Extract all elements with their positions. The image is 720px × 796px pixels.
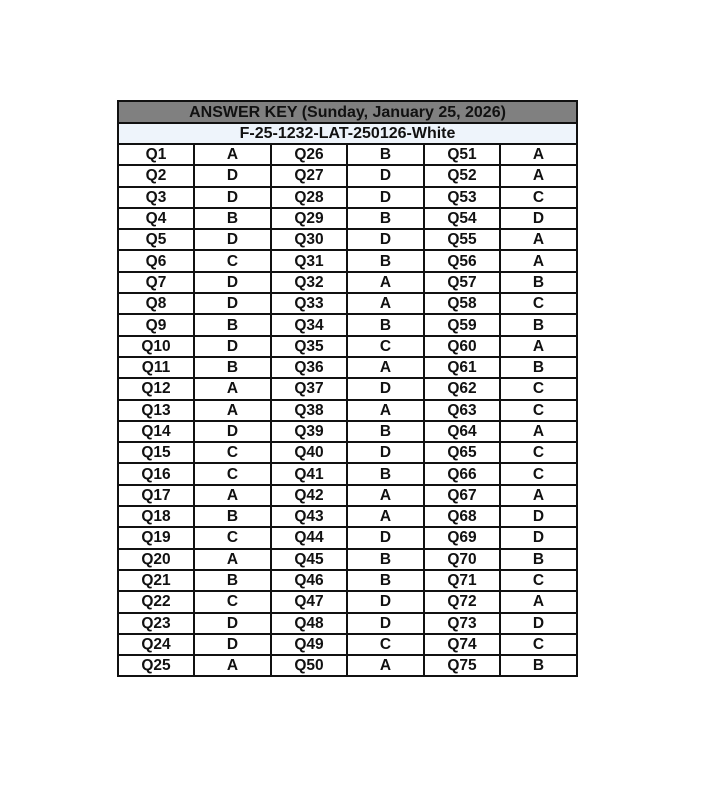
answer-letter: A bbox=[500, 144, 577, 165]
answer-letter: A bbox=[194, 378, 271, 399]
question-number: Q1 bbox=[118, 144, 194, 165]
table-row bbox=[118, 187, 577, 208]
answer-letter: A bbox=[194, 485, 271, 506]
answer-letter: A bbox=[347, 506, 424, 527]
table-row bbox=[118, 506, 577, 527]
answer-letter: A bbox=[347, 655, 424, 676]
answer-letter: D bbox=[194, 187, 271, 208]
answer-letter: D bbox=[500, 506, 577, 527]
answer-letter: D bbox=[194, 165, 271, 186]
answer-letter: B bbox=[194, 506, 271, 527]
answer-letter: D bbox=[347, 527, 424, 548]
answer-letter: B bbox=[347, 144, 424, 165]
answer-letter: D bbox=[347, 187, 424, 208]
question-number: Q45 bbox=[271, 549, 347, 570]
table-row bbox=[118, 527, 577, 548]
question-number: Q66 bbox=[424, 463, 500, 484]
question-number: Q52 bbox=[424, 165, 500, 186]
question-number: Q55 bbox=[424, 229, 500, 250]
answer-letter: C bbox=[500, 187, 577, 208]
answer-letter: D bbox=[194, 634, 271, 655]
answer-letter: D bbox=[194, 229, 271, 250]
answer-letter: D bbox=[194, 293, 271, 314]
question-number: Q51 bbox=[424, 144, 500, 165]
answer-letter: B bbox=[194, 357, 271, 378]
question-number: Q42 bbox=[271, 485, 347, 506]
question-number: Q44 bbox=[271, 527, 347, 548]
answer-letter: D bbox=[347, 442, 424, 463]
question-number: Q30 bbox=[271, 229, 347, 250]
table-row bbox=[118, 250, 577, 271]
answer-letter: B bbox=[347, 463, 424, 484]
table-row bbox=[118, 591, 577, 612]
question-number: Q70 bbox=[424, 549, 500, 570]
table-row bbox=[118, 229, 577, 250]
question-number: Q21 bbox=[118, 570, 194, 591]
question-number: Q23 bbox=[118, 613, 194, 634]
answer-letter: A bbox=[347, 485, 424, 506]
question-number: Q54 bbox=[424, 208, 500, 229]
answer-letter: B bbox=[500, 357, 577, 378]
question-number: Q72 bbox=[424, 591, 500, 612]
subtitle-row bbox=[118, 123, 577, 144]
question-number: Q16 bbox=[118, 463, 194, 484]
answer-letter: D bbox=[500, 208, 577, 229]
answer-letter: D bbox=[347, 378, 424, 399]
answer-letter: C bbox=[194, 527, 271, 548]
question-number: Q57 bbox=[424, 272, 500, 293]
answer-letter: C bbox=[347, 634, 424, 655]
answer-letter: D bbox=[500, 527, 577, 548]
question-number: Q71 bbox=[424, 570, 500, 591]
answer-letter: A bbox=[500, 336, 577, 357]
answer-letter: B bbox=[347, 421, 424, 442]
question-number: Q65 bbox=[424, 442, 500, 463]
answer-letter: A bbox=[347, 357, 424, 378]
question-number: Q22 bbox=[118, 591, 194, 612]
answer-letter: A bbox=[500, 591, 577, 612]
answer-letter: B bbox=[194, 314, 271, 335]
answer-letter: A bbox=[347, 400, 424, 421]
question-number: Q60 bbox=[424, 336, 500, 357]
question-number: Q6 bbox=[118, 250, 194, 271]
question-number: Q3 bbox=[118, 187, 194, 208]
answer-letter: B bbox=[194, 208, 271, 229]
answer-letter: B bbox=[347, 208, 424, 229]
answer-letter: D bbox=[347, 165, 424, 186]
question-number: Q63 bbox=[424, 400, 500, 421]
question-number: Q74 bbox=[424, 634, 500, 655]
question-number: Q29 bbox=[271, 208, 347, 229]
answer-letter: B bbox=[347, 549, 424, 570]
answer-letter: A bbox=[194, 655, 271, 676]
question-number: Q2 bbox=[118, 165, 194, 186]
question-number: Q49 bbox=[271, 634, 347, 655]
answer-letter: B bbox=[194, 570, 271, 591]
answer-letter: A bbox=[500, 229, 577, 250]
question-number: Q27 bbox=[271, 165, 347, 186]
question-number: Q31 bbox=[271, 250, 347, 271]
answer-letter: C bbox=[194, 463, 271, 484]
answer-letter: B bbox=[347, 314, 424, 335]
table-row bbox=[118, 314, 577, 335]
table-row bbox=[118, 485, 577, 506]
question-number: Q5 bbox=[118, 229, 194, 250]
answer-letter: C bbox=[194, 250, 271, 271]
question-number: Q12 bbox=[118, 378, 194, 399]
question-number: Q28 bbox=[271, 187, 347, 208]
answer-letter: D bbox=[194, 613, 271, 634]
question-number: Q17 bbox=[118, 485, 194, 506]
question-number: Q67 bbox=[424, 485, 500, 506]
question-number: Q33 bbox=[271, 293, 347, 314]
question-number: Q69 bbox=[424, 527, 500, 548]
question-number: Q47 bbox=[271, 591, 347, 612]
table-row bbox=[118, 421, 577, 442]
table-row bbox=[118, 549, 577, 570]
question-number: Q13 bbox=[118, 400, 194, 421]
answer-letter: C bbox=[500, 293, 577, 314]
answer-key-title: ANSWER KEY (Sunday, January 25, 2026) bbox=[118, 101, 577, 123]
table-row bbox=[118, 655, 577, 676]
answer-letter: A bbox=[194, 400, 271, 421]
question-number: Q37 bbox=[271, 378, 347, 399]
answer-letter: D bbox=[347, 229, 424, 250]
question-number: Q43 bbox=[271, 506, 347, 527]
table-row bbox=[118, 272, 577, 293]
table-row bbox=[118, 357, 577, 378]
question-number: Q11 bbox=[118, 357, 194, 378]
question-number: Q4 bbox=[118, 208, 194, 229]
table-row bbox=[118, 293, 577, 314]
answer-letter: A bbox=[194, 144, 271, 165]
question-number: Q9 bbox=[118, 314, 194, 335]
question-number: Q46 bbox=[271, 570, 347, 591]
answer-letter: A bbox=[500, 165, 577, 186]
table-row bbox=[118, 400, 577, 421]
question-number: Q35 bbox=[271, 336, 347, 357]
answer-letter: D bbox=[194, 272, 271, 293]
question-number: Q48 bbox=[271, 613, 347, 634]
answer-letter: B bbox=[500, 272, 577, 293]
answer-letter: C bbox=[500, 378, 577, 399]
table-row bbox=[118, 336, 577, 357]
answer-letter: B bbox=[500, 549, 577, 570]
question-number: Q32 bbox=[271, 272, 347, 293]
table-row bbox=[118, 634, 577, 655]
table-row bbox=[118, 144, 577, 165]
answer-letter: B bbox=[347, 570, 424, 591]
question-number: Q34 bbox=[271, 314, 347, 335]
question-number: Q7 bbox=[118, 272, 194, 293]
question-number: Q8 bbox=[118, 293, 194, 314]
title-row bbox=[118, 101, 577, 123]
question-number: Q18 bbox=[118, 506, 194, 527]
question-number: Q68 bbox=[424, 506, 500, 527]
answer-letter: A bbox=[500, 485, 577, 506]
answer-letter: C bbox=[500, 634, 577, 655]
question-number: Q19 bbox=[118, 527, 194, 548]
answer-letter: D bbox=[347, 591, 424, 612]
answer-letter: A bbox=[347, 272, 424, 293]
answer-letter: B bbox=[347, 250, 424, 271]
table-row bbox=[118, 442, 577, 463]
question-number: Q14 bbox=[118, 421, 194, 442]
answer-letter: C bbox=[500, 463, 577, 484]
answer-letter: A bbox=[500, 250, 577, 271]
answer-letter: C bbox=[500, 400, 577, 421]
table-row bbox=[118, 165, 577, 186]
question-number: Q25 bbox=[118, 655, 194, 676]
table-row bbox=[118, 378, 577, 399]
question-number: Q20 bbox=[118, 549, 194, 570]
answer-letter: A bbox=[347, 293, 424, 314]
answer-letter: A bbox=[500, 421, 577, 442]
answer-letter: B bbox=[500, 655, 577, 676]
answer-letter: D bbox=[500, 613, 577, 634]
table-row bbox=[118, 463, 577, 484]
question-number: Q38 bbox=[271, 400, 347, 421]
question-number: Q75 bbox=[424, 655, 500, 676]
question-number: Q58 bbox=[424, 293, 500, 314]
answer-letter: D bbox=[347, 613, 424, 634]
answer-letter: C bbox=[194, 442, 271, 463]
form-code: F-25-1232-LAT-250126-White bbox=[118, 123, 577, 144]
question-number: Q36 bbox=[271, 357, 347, 378]
answer-letter: D bbox=[194, 421, 271, 442]
answer-letter: C bbox=[500, 570, 577, 591]
table-row bbox=[118, 208, 577, 229]
question-number: Q24 bbox=[118, 634, 194, 655]
question-number: Q56 bbox=[424, 250, 500, 271]
answer-letter: C bbox=[500, 442, 577, 463]
answer-letter: C bbox=[347, 336, 424, 357]
table-row bbox=[118, 613, 577, 634]
question-number: Q26 bbox=[271, 144, 347, 165]
answer-letter: A bbox=[194, 549, 271, 570]
answer-letter: B bbox=[500, 314, 577, 335]
question-number: Q39 bbox=[271, 421, 347, 442]
question-number: Q40 bbox=[271, 442, 347, 463]
question-number: Q50 bbox=[271, 655, 347, 676]
question-number: Q10 bbox=[118, 336, 194, 357]
question-number: Q41 bbox=[271, 463, 347, 484]
answer-letter: C bbox=[194, 591, 271, 612]
table-row bbox=[118, 570, 577, 591]
question-number: Q15 bbox=[118, 442, 194, 463]
question-number: Q73 bbox=[424, 613, 500, 634]
question-number: Q62 bbox=[424, 378, 500, 399]
answer-letter: D bbox=[194, 336, 271, 357]
answer-key-table bbox=[117, 100, 578, 677]
question-number: Q59 bbox=[424, 314, 500, 335]
question-number: Q61 bbox=[424, 357, 500, 378]
question-number: Q64 bbox=[424, 421, 500, 442]
question-number: Q53 bbox=[424, 187, 500, 208]
